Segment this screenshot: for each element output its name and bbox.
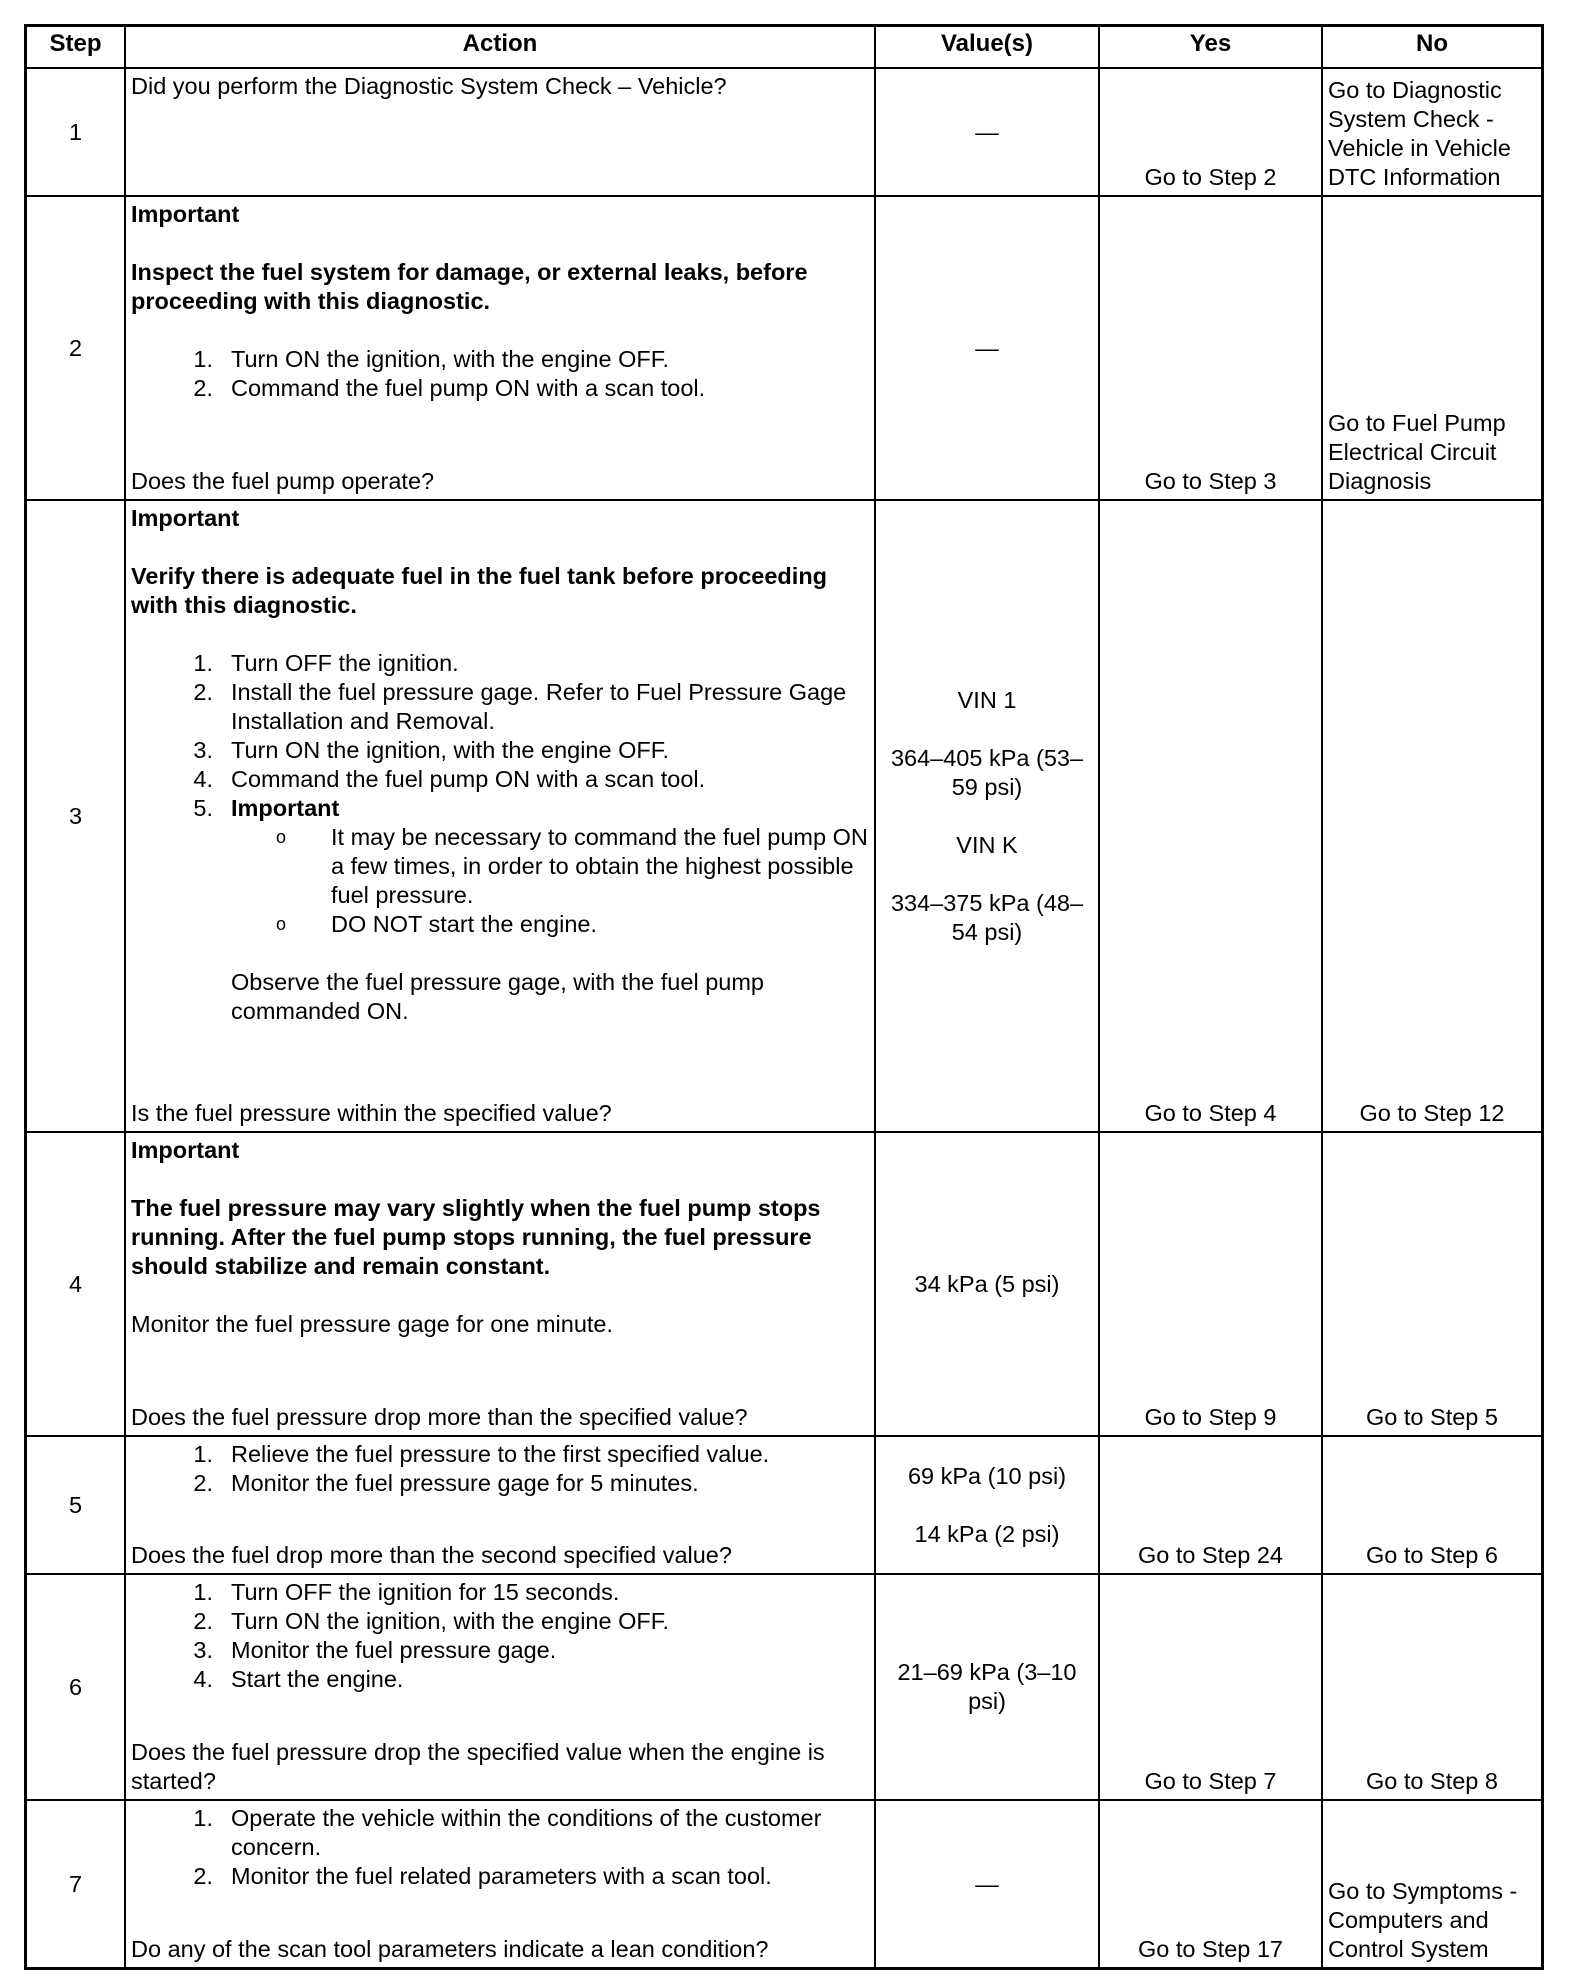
important-sub-list bbox=[131, 823, 869, 939]
list-item: 2. Monitor the fuel pressure gage for 5 minutes. bbox=[193, 1470, 699, 1496]
yes-link[interactable]: Go to Step 4 bbox=[1144, 1100, 1277, 1126]
no-cell bbox=[1321, 1437, 1541, 1573]
important-label: Important bbox=[131, 201, 240, 227]
question-text: Does the fuel pressure drop more than the specified value? bbox=[131, 1404, 748, 1430]
step-number: 1 bbox=[68, 118, 83, 145]
no-cell bbox=[1321, 1133, 1541, 1435]
list-item: o It may be necessary to command the fuel pump ON a few times, in order to obtain the highest possible fuel pressure. bbox=[275, 824, 868, 908]
values-cell bbox=[874, 197, 1098, 499]
list-item: 4. Start the engine. bbox=[193, 1666, 404, 1692]
question-text: Do any of the scan tool parameters indicate a lean condition? bbox=[131, 1936, 769, 1962]
important-note: Verify there is adequate fuel in the fuel tank before proceeding with this diagnostic. bbox=[131, 563, 828, 618]
yes-link[interactable]: Go to Step 7 bbox=[1144, 1768, 1277, 1794]
list-item: 1. Relieve the fuel pressure to the first specified value. bbox=[193, 1441, 770, 1467]
yes-link[interactable]: Go to Step 17 bbox=[1137, 1936, 1284, 1962]
observe-text: Observe the fuel pressure gage, with the fuel pump commanded ON. bbox=[231, 969, 764, 1024]
list-item: 2. Turn ON the ignition, with the engine OFF. bbox=[193, 1608, 670, 1634]
list-item: 1. Turn OFF the ignition. bbox=[193, 650, 459, 676]
yes-cell bbox=[1098, 1801, 1321, 1967]
yes-cell bbox=[1098, 501, 1321, 1131]
procedure-list bbox=[131, 1804, 869, 1891]
no-link[interactable]: Go to Step 8 bbox=[1366, 1768, 1498, 1794]
values-cell bbox=[874, 1801, 1098, 1967]
value-text: VIN 1 bbox=[957, 686, 1017, 713]
question-text: Did you perform the Diagnostic System Check – Vehicle? bbox=[131, 73, 727, 99]
values-cell bbox=[874, 1437, 1098, 1573]
procedure-list bbox=[131, 649, 869, 823]
important-label: Important bbox=[131, 1137, 240, 1163]
no-link[interactable]: Go to Step 5 bbox=[1366, 1404, 1498, 1430]
table-row-step-2 bbox=[27, 195, 1541, 499]
question-text: Does the fuel pressure drop the specified value when the engine is started? bbox=[131, 1739, 825, 1794]
value-text: 69 kPa (10 psi) bbox=[907, 1462, 1067, 1489]
list-item: 2. Monitor the fuel related parameters with a scan tool. bbox=[193, 1863, 772, 1889]
table-row-step-1 bbox=[27, 67, 1541, 195]
important-note: The fuel pressure may vary slightly when the fuel pump stops running. After the fuel pump stops running, the fuel pressure should stabilize and remain constant. bbox=[131, 1195, 821, 1279]
yes-cell bbox=[1098, 1575, 1321, 1799]
no-cell bbox=[1321, 501, 1541, 1131]
question-text: Does the fuel drop more than the second specified value? bbox=[131, 1542, 732, 1568]
step-number: 4 bbox=[68, 1270, 83, 1297]
action-cell bbox=[124, 1575, 874, 1799]
list-item: 1. Operate the vehicle within the conditions of the customer concern. bbox=[193, 1805, 822, 1860]
important-note: Inspect the fuel system for damage, or external leaks, before proceeding with this diagnostic. bbox=[131, 259, 808, 314]
value-text: 14 kPa (2 psi) bbox=[914, 1520, 1060, 1547]
procedure-list bbox=[131, 1440, 869, 1498]
no-cell bbox=[1321, 1575, 1541, 1799]
no-cell bbox=[1321, 1801, 1541, 1967]
table-row-step-3 bbox=[27, 499, 1541, 1131]
action-cell bbox=[124, 501, 874, 1131]
monitor-text: Monitor the fuel pressure gage for one minute. bbox=[131, 1311, 614, 1337]
value-text: 364–405 kPa (53–59 psi) bbox=[890, 744, 1084, 800]
value-text: 21–69 kPa (3–10 psi) bbox=[897, 1659, 1077, 1714]
step-number: 2 bbox=[68, 334, 83, 361]
question-text: Does the fuel pump operate? bbox=[131, 468, 435, 494]
list-item: 3. Turn ON the ignition, with the engine OFF. bbox=[193, 737, 670, 763]
no-link[interactable]: Go to Symptoms - Computers and Control System bbox=[1328, 1878, 1518, 1962]
no-cell bbox=[1321, 197, 1541, 499]
no-link[interactable]: Go to Step 12 bbox=[1359, 1100, 1505, 1126]
yes-link[interactable]: Go to Step 24 bbox=[1137, 1542, 1284, 1568]
procedure-list bbox=[131, 345, 869, 403]
list-item: 5. Important bbox=[193, 795, 340, 821]
yes-cell bbox=[1098, 69, 1321, 195]
values-cell bbox=[874, 1133, 1098, 1435]
action-cell bbox=[124, 197, 874, 499]
table-row-step-7 bbox=[27, 1799, 1541, 1967]
list-item: 4. Command the fuel pump ON with a scan tool. bbox=[193, 766, 706, 792]
header-no: No bbox=[1321, 27, 1541, 67]
list-item: 2. Install the fuel pressure gage. Refer to Fuel Pressure Gage Installation and Removal. bbox=[193, 679, 847, 734]
no-cell bbox=[1321, 69, 1541, 195]
value-text: 334–375 kPa (48–54 psi) bbox=[890, 889, 1084, 945]
values-cell bbox=[874, 1575, 1098, 1799]
header-step: Step bbox=[49, 30, 102, 57]
action-cell bbox=[124, 1437, 874, 1573]
table-row-step-5 bbox=[27, 1435, 1541, 1573]
step-number: 5 bbox=[68, 1491, 83, 1518]
step-number: 3 bbox=[68, 802, 83, 829]
yes-link[interactable]: Go to Step 9 bbox=[1144, 1404, 1277, 1430]
no-link[interactable]: Go to Step 6 bbox=[1366, 1542, 1498, 1568]
value-text: — bbox=[975, 118, 999, 145]
procedure-list bbox=[131, 1578, 869, 1694]
list-item: 3. Monitor the fuel pressure gage. bbox=[193, 1637, 557, 1663]
header-yes: Yes bbox=[1098, 27, 1321, 67]
values-cell bbox=[874, 69, 1098, 195]
no-link[interactable]: Go to Diagnostic System Check - Vehicle in Vehicle DTC Information bbox=[1328, 77, 1511, 190]
no-link[interactable]: Go to Fuel Pump Electrical Circuit Diagnosis bbox=[1328, 410, 1506, 494]
table-row-step-6 bbox=[27, 1573, 1541, 1799]
value-text: 34 kPa (5 psi) bbox=[914, 1270, 1060, 1297]
step-number: 7 bbox=[68, 1870, 83, 1897]
list-item: o DO NOT start the engine. bbox=[275, 911, 598, 937]
important-label: Important bbox=[131, 505, 240, 531]
yes-cell bbox=[1098, 1437, 1321, 1573]
yes-cell bbox=[1098, 197, 1321, 499]
action-cell bbox=[124, 69, 874, 195]
yes-cell bbox=[1098, 1133, 1321, 1435]
table-header-row bbox=[27, 27, 1541, 67]
yes-link[interactable]: Go to Step 3 bbox=[1144, 468, 1277, 494]
diagnostic-table bbox=[24, 24, 1544, 1970]
action-cell bbox=[124, 1133, 874, 1435]
list-item: 1. Turn ON the ignition, with the engine OFF. bbox=[193, 346, 670, 372]
value-text: VIN K bbox=[956, 831, 1018, 858]
header-values: Value(s) bbox=[874, 27, 1098, 67]
value-text: — bbox=[975, 1870, 999, 1897]
values-cell bbox=[874, 501, 1098, 1131]
table-row-step-4 bbox=[27, 1131, 1541, 1435]
header-action: Action bbox=[124, 27, 874, 67]
step-number: 6 bbox=[68, 1673, 83, 1700]
list-item: 2. Command the fuel pump ON with a scan tool. bbox=[193, 375, 706, 401]
list-item: 1. Turn OFF the ignition for 15 seconds. bbox=[193, 1579, 620, 1605]
yes-link[interactable]: Go to Step 2 bbox=[1144, 164, 1277, 190]
value-text: — bbox=[975, 334, 999, 361]
question-text: Is the fuel pressure within the specified value? bbox=[131, 1100, 612, 1126]
action-cell bbox=[124, 1801, 874, 1967]
